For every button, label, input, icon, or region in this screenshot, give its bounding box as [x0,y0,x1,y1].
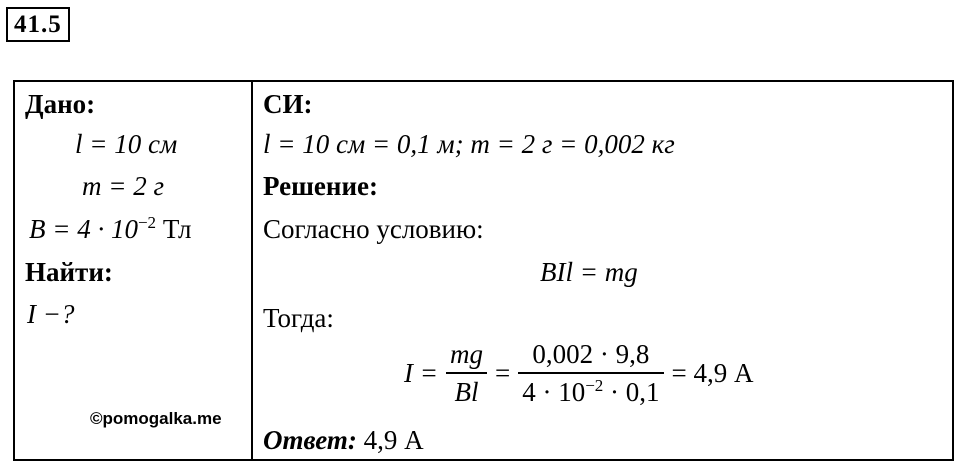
answer-value: 4,9 А [356,425,424,455]
solution-title: Решение: [263,171,378,201]
fraction-symbolic-denominator: Bl [446,372,487,408]
formula [400,338,758,408]
given-title: Дано: [25,89,96,119]
given-length: l = 10 см [75,129,178,159]
condition-text: Согласно условию: [263,214,484,244]
given-induction-unit: Тл [156,214,192,244]
solution-table [13,80,954,461]
fraction-numeric-numerator: 0,002 · 9,8 [532,339,650,369]
si-title: СИ: [263,89,313,119]
formula-result: = 4,9 А [671,357,754,388]
watermark: ©pomogalka.me [90,409,222,428]
formula-lhs: I = [404,357,438,388]
answer-label: Ответ: [263,425,357,455]
given-mass: m = 2 г [82,171,165,201]
fraction-numeric-denominator: $4 \cdot 10^{-2} \cdot 0,1$ [518,372,663,408]
given-induction-value: B = 4 · 10 [29,214,138,244]
answer [263,424,424,456]
fraction-symbolic-numerator: mg [449,339,483,369]
column-divider [251,82,253,459]
given-induction [29,213,191,245]
then-text: Тогда: [263,303,334,333]
fraction-symbolic [446,338,487,408]
formula-equals: = [494,357,511,388]
equation: BIl = mg [540,257,638,287]
find-value: I −? [27,299,75,329]
find-title: Найти: [25,257,113,287]
fraction-numeric [518,338,663,408]
problem-number: 41.5 [6,7,70,42]
si-line: l = 10 см = 0,1 м; m = 2 г = 0,002 кг [263,129,675,159]
given-induction-exponent: −2 [137,213,157,232]
